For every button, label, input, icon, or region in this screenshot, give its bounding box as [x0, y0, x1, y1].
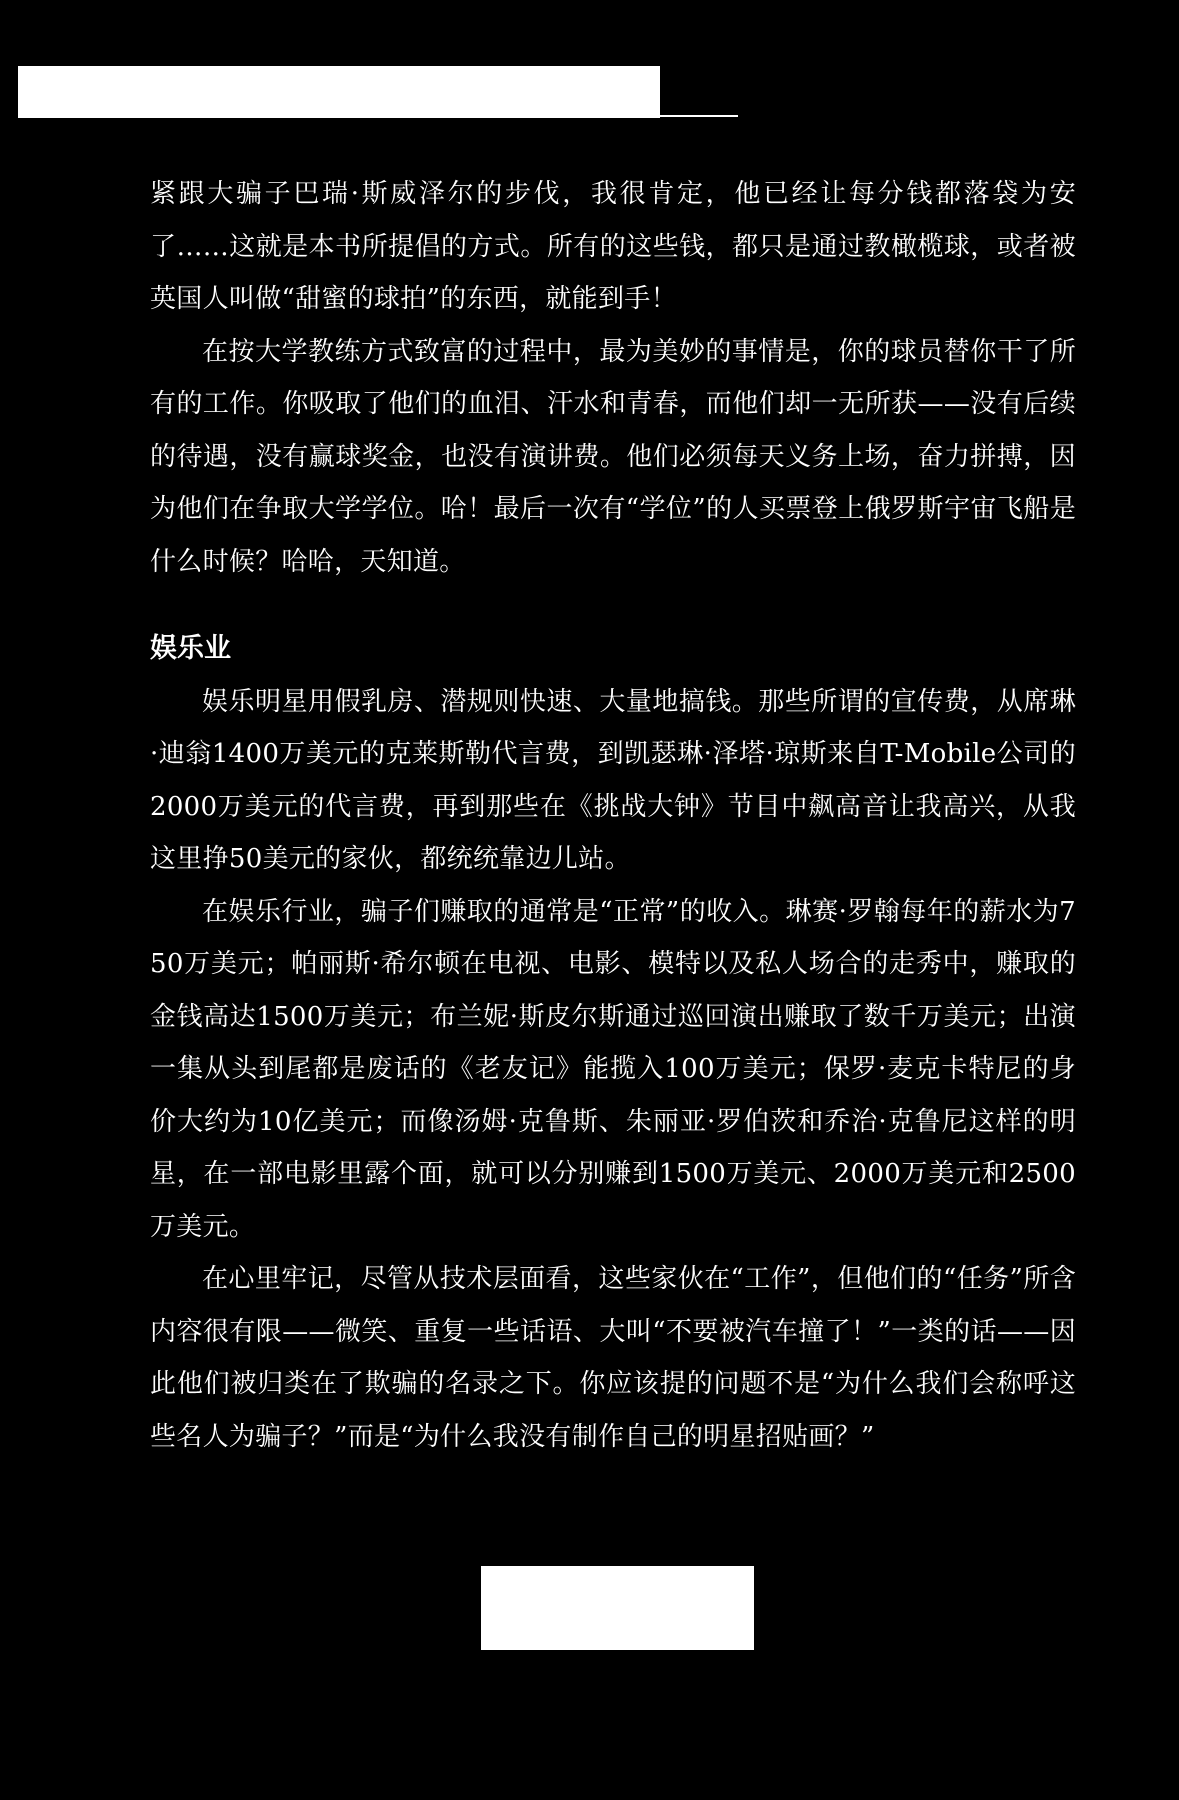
- paragraph-remember: 在心里牢记，尽管从技术层面看，这些家伙在“工作”，但他们的“任务”所含内容很有限——微笑、重复一些话语、大叫“不要被汽车撞了！”一类的话——因此他们被归类在了欺骗的名录之下。你应该提的问题不是“为什么我们会称呼这些名人为骗子？”而是“为什么我没有制作自己的明星招贴画？”: [150, 1264, 1076, 1452]
- section-heading-entertainment: 娱乐业: [150, 633, 231, 664]
- page-body: [150, 168, 1076, 1463]
- paragraph-college-coaching: 在按大学教练方式致富的过程中，最为美妙的事情是，你的球员替你干了所有的工作。你吸取了他们的血泪、汗水和青春，而他们却一无所获——没有后续的待遇，没有赢球奖金，也没有演讲费。他们必须每天义务上场，奋力拼搏，因为他们在争取大学学位。哈！最后一次有“学位”的人买票登上俄罗斯宇宙飞船是什么时候？哈哈，天知道。: [150, 336, 1076, 577]
- redacted-footer-block: [481, 1566, 754, 1650]
- paragraph-continuation: 紧跟大骗子巴瑞·斯威泽尔的步伐，我很肯定，他已经让每分钱都落袋为安了……这就是本书所提倡的方式。所有的这些钱，都只是通过教橄榄球，或者被英国人叫做“甜蜜的球拍”的东西，就能到手！: [150, 179, 1076, 314]
- redacted-header-block: [18, 66, 660, 118]
- paragraph-endorsements: 娱乐明星用假乳房、潜规则快速、大量地搞钱。那些所谓的宣传费，从席琳·迪翁1400万美元的克莱斯勒代言费，到凯瑟琳·泽塔·琼斯来自T-Mobile公司的2000万美元的代言费，再到那些在《挑战大钟》节目中飙高音让我高兴，从我这里挣50美元的家伙，都统统靠边儿站。: [150, 686, 1076, 874]
- header-rule: [660, 115, 738, 117]
- paragraph-celebrity-earnings: 在娱乐行业，骗子们赚取的通常是“正常”的收入。琳赛·罗翰每年的薪水为750万美元；帕丽斯·希尔顿在电视、电影、模特以及私人场合的走秀中，赚取的金钱高达1500万美元；布兰妮·斯皮尔斯通过巡回演出赚取了数千万美元；出演一集从头到尾都是废话的《老友记》能揽入100万美元；保罗·麦克卡特尼的身价大约为10亿美元；而像汤姆·克鲁斯、朱丽亚·罗伯茨和乔治·克鲁尼这样的明星，在一部电影里露个面，就可以分别赚到1500万美元、2000万美元和2500万美元。: [150, 896, 1076, 1242]
